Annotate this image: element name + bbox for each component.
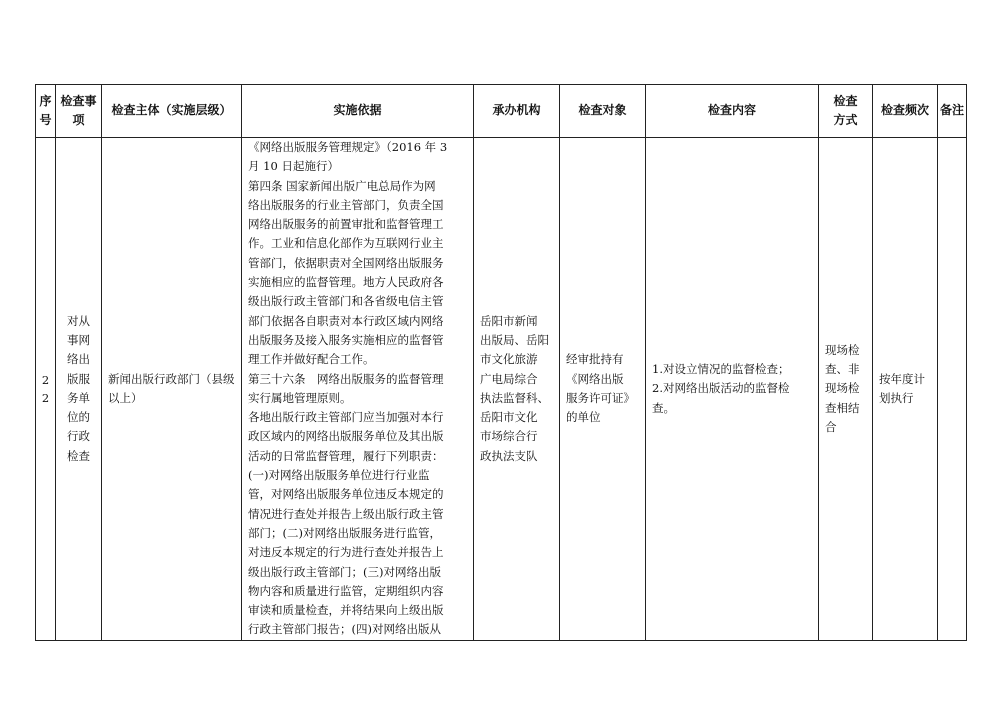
subject-value: 新闻出版行政部门（县级以上）	[108, 371, 235, 405]
basis-line: 第四条 国家新闻出版广电总局作为网	[248, 178, 436, 193]
target-line: 经审批持有	[566, 352, 624, 367]
cell-remark	[938, 138, 967, 641]
org-line: 岳阳市文化	[480, 410, 538, 425]
header-remark: 备注	[938, 85, 967, 138]
inspection-table	[35, 84, 967, 641]
basis-line: 作。工业和信息化部作为互联网行业主	[248, 236, 444, 251]
cell-target	[560, 138, 646, 641]
basis-line: 部门；(二)对网络出版服务进行监管，	[248, 525, 441, 540]
content-line: 查。	[652, 400, 675, 415]
cell-item	[56, 138, 102, 641]
header-item: 检查事项	[56, 85, 102, 138]
header-frequency: 检查频次	[873, 85, 938, 138]
frequency-line: 按年度计	[879, 371, 925, 386]
cell-seq	[36, 138, 56, 641]
header-target: 检查对象	[560, 85, 646, 138]
basis-line: 部门依据各自职责对本行政区域内网络	[248, 313, 444, 328]
method-line: 查相结	[825, 400, 860, 415]
org-line: 广电局综合	[480, 371, 538, 386]
basis-line: 《网络出版服务管理规定》（2016 年 3	[248, 140, 448, 154]
item-value: 对从事网络出版服务单位的行政检查	[67, 313, 90, 463]
cell-basis	[242, 138, 474, 641]
org-line: 市场综合行	[480, 429, 538, 444]
basis-line: 理工作并做好配合工作。	[248, 352, 375, 367]
header-content: 检查内容	[646, 85, 819, 138]
seq-value: 22	[41, 372, 50, 405]
header-basis: 实施依据	[242, 85, 474, 138]
basis-text	[248, 138, 466, 640]
basis-line: 月 10 日起施行）	[248, 159, 339, 174]
basis-line: 物内容和质量进行监管，定期组织内容	[248, 583, 444, 598]
basis-line: 出版服务及接入服务实施相应的监督管	[248, 332, 444, 347]
content-line: 2.对网络出版活动的监督检	[652, 381, 790, 396]
target-line: 《网络出版	[566, 371, 624, 386]
target-line: 的单位	[566, 410, 601, 425]
header-row	[36, 85, 967, 138]
header-subject: 检查主体（实施层级）	[102, 85, 242, 138]
cell-subject	[102, 138, 242, 641]
method-line: 现场检	[825, 342, 860, 357]
basis-line: 级出版行政主管部门；(三)对网络出版	[248, 564, 441, 579]
basis-line: 活动的日常监督管理，履行下列职责：	[248, 448, 444, 463]
basis-line: 管，对网络出版服务单位违反本规定的	[248, 487, 444, 502]
org-line: 岳阳市新闻	[480, 313, 538, 328]
header-seq: 序号	[36, 85, 56, 138]
basis-line: 第三十六条 网络出版服务的监督管理	[248, 371, 444, 386]
method-line: 合	[825, 419, 837, 434]
cell-content	[646, 138, 819, 641]
basis-line: 审读和质量检查，并将结果向上级出版	[248, 603, 444, 618]
method-line: 查、非	[825, 361, 860, 376]
frequency-line: 划执行	[879, 390, 914, 405]
header-method: 检查方式	[819, 85, 873, 138]
basis-line: 级出版行政主管部门和各省级电信主管	[248, 294, 444, 309]
basis-line: 政区域内的网络出版服务单位及其出版	[248, 429, 444, 444]
cell-org	[474, 138, 560, 641]
basis-line: 络出版服务的行业主管部门，负责全国	[248, 197, 444, 212]
org-line: 执法监督科、	[480, 390, 549, 405]
target-line: 服务许可证》	[566, 390, 635, 405]
org-line: 政执法支队	[480, 448, 538, 463]
basis-line: (一)对网络出版服务单位进行行业监	[248, 468, 430, 483]
basis-line: 管部门，依据职责对全国网络出版服务	[248, 255, 444, 270]
basis-line: 各地出版行政主管部门应当加强对本行	[248, 410, 444, 425]
basis-line: 情况进行查处并报告上级出版行政主管	[248, 506, 444, 521]
header-org: 承办机构	[474, 85, 560, 138]
basis-line: 网络出版服务的前置审批和监督管理工	[248, 217, 444, 232]
cell-method	[819, 138, 873, 641]
cell-frequency	[873, 138, 938, 641]
org-line: 出版局、岳阳	[480, 332, 549, 347]
basis-line: 实施相应的监督管理。地方人民政府各	[248, 275, 444, 290]
method-line: 现场检	[825, 381, 860, 396]
basis-line: 行政主管部门报告；(四)对网络出版从	[248, 622, 441, 637]
basis-line: 实行属地管理原则。	[248, 390, 352, 405]
org-line: 市文化旅游	[480, 352, 538, 367]
content-line: 1.对设立情况的监督检查；	[652, 361, 790, 376]
basis-line: 对违反本规定的行为进行查处并报告上	[248, 545, 444, 560]
table-row	[36, 138, 967, 641]
